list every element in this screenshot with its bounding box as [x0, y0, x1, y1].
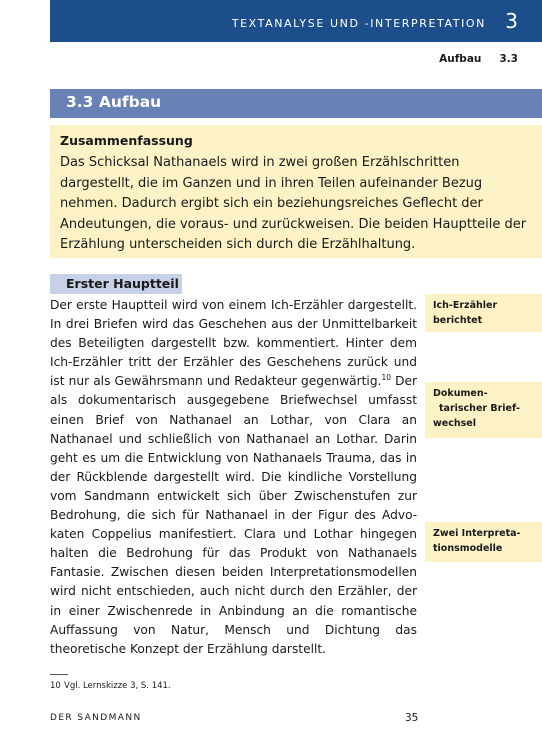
chapter-number: 3: [505, 9, 518, 33]
body-text-part-2: Der als dokumentarisch ausgegebene Briefwechsel umfasst einen Brief von Nathanael an Lothar, von Clara an Nathanael und schließlich von Nathanael an Lothar. Darin geht es um die Entwicklung von Nathanaels Trauma, das in der Rückblende dargestellt wird. Die kindliche Vorstellung vom Sandmann entwickelt sich über Zwischenstufen zur Bedrohung, die sich für Nathanael in der Figur des Advokaten Coppelius manifestiert. Clara und Lothar hingegen halten die Bedrohung für das Produkt von Nathanaels Fantasie. Zwischen diesen beiden Interpretationsmodellen wird nicht entschieden, auch nicht durch den Erzähler, der in einer Zwischenrede in Anbindung an die romantische Auffassung von Natur, Mensch und Dichtung das theoretische Konzept der Erzählung darstellt.: [50, 374, 417, 656]
margin-note-line: Dokumen-: [433, 388, 488, 399]
footnote-divider: [50, 674, 68, 675]
sub-heading: Erster Hauptteil: [50, 274, 182, 294]
chapter-header-bar: [50, 0, 542, 42]
running-head-title: Aufbau: [439, 53, 482, 65]
footnote-reference[interactable]: 10: [381, 373, 391, 383]
margin-note-briefwechsel: [425, 382, 542, 438]
summary-box: [50, 125, 542, 258]
margin-note-interpretationsmodelle: [425, 522, 542, 562]
footnote: [50, 681, 171, 691]
footer-book-title: DER SANDMANN: [50, 713, 142, 723]
margin-note-ich-erzaehler: [425, 294, 542, 332]
running-head: [421, 53, 518, 65]
summary-text: Das Schicksal Nathanaels wird in zwei großen Erzählschritten dargestellt, die im Ganzen und in ihren Teilen aufeinander Bezug nehmen. Dadurch ergibt sich ein beziehungsreiches Geflecht der Andeutungen, die voraus- und zurückweisen. Die beiden Hauptteile der Erzählung unterscheiden sich durch die Erzählhaltung.: [60, 155, 527, 252]
running-head-number: 3.3: [499, 53, 518, 65]
footnote-text: Vgl. Lernskizze 3, S. 141.: [64, 681, 171, 691]
body-text-part-1: Der erste Hauptteil wird von einem Ich-Erzähler dargestellt. In drei Briefen wird das Geschehen aus der Unmittelbarkeit des Beteiligten dargestellt bzw. kommentiert. Hinter dem Ich-Erzähler tritt der Erzähler des Geschehens zurück und ist nur als Gewährsmann und Redakteur gegenwärtig.: [50, 298, 417, 389]
margin-note-line: berichtet: [433, 315, 483, 326]
margin-note-line: tarischer Brief-: [439, 403, 520, 414]
body-paragraph: [50, 296, 417, 659]
margin-note-line: wechsel: [433, 418, 476, 429]
margin-note-line: Ich-Erzähler: [433, 300, 498, 311]
footnote-number: 10: [50, 681, 61, 691]
summary-title: Zusammenfassung: [60, 133, 193, 148]
chapter-section-title: TEXTANALYSE UND -INTERPRETATION: [231, 17, 486, 30]
page-number: 35: [405, 712, 419, 724]
margin-note-line: tionsmodelle: [433, 543, 503, 554]
section-heading: 3.3 Aufbau: [50, 89, 542, 118]
margin-note-line: Zwei Interpreta-: [433, 528, 521, 539]
